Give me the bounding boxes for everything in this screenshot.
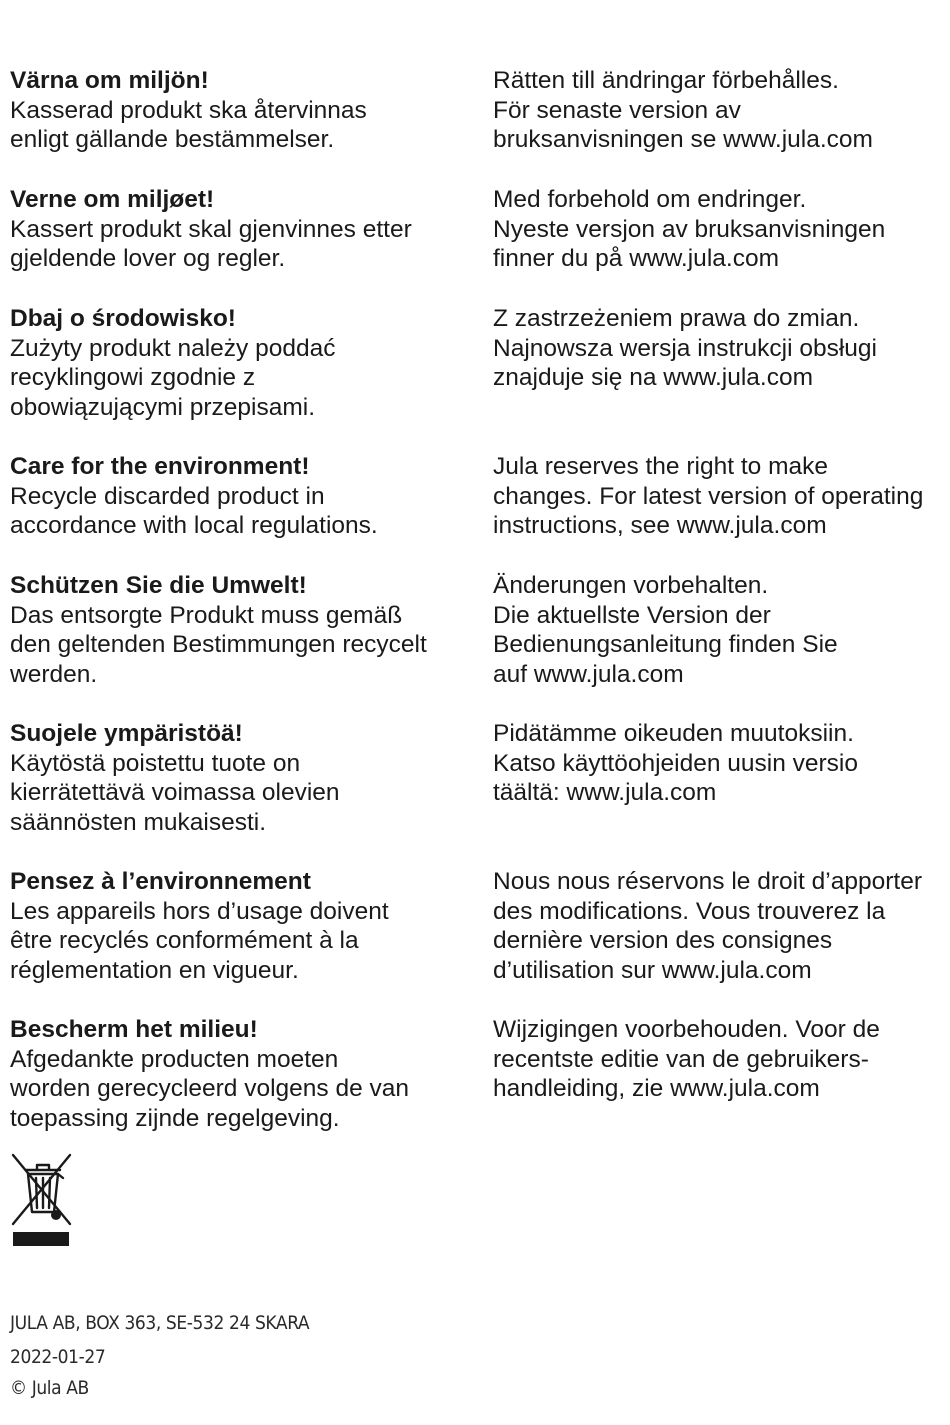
footer-copyright: © Jula AB (10, 1377, 89, 1399)
section-left (10, 719, 470, 837)
section-right (493, 185, 945, 274)
section-left (10, 571, 470, 689)
section-left (10, 867, 470, 985)
note-line: Jula reserves the right to make (493, 453, 828, 480)
body-line: Das entsorgte Produkt muss gemäß (10, 601, 403, 629)
note-line: Rätten till ändringar förbehålles. (493, 67, 839, 94)
body-line: werden. (10, 660, 98, 688)
note-line: handleiding, zie www.jula.com (493, 1075, 820, 1103)
body-line: Les appareils hors d’usage doivent (10, 897, 389, 925)
section-heading: Värna om miljön! (10, 67, 209, 94)
note-line: Nyeste versjon av bruksanvisningen (493, 215, 886, 243)
note-line: Najnowsza wersja instrukcji obsługi (493, 334, 877, 362)
section-heading: Suojele ympäristöä! (10, 720, 243, 747)
note-line: d’utilisation sur www.jula.com (493, 956, 812, 984)
section-left (10, 452, 470, 541)
body-line: accordance with local regulations. (10, 512, 378, 540)
body-line: kierrätettävä voimassa olevien (10, 779, 340, 807)
body-line: den geltenden Bestimmungen recycelt (10, 631, 427, 659)
note-line: Änderungen vorbehalten. (493, 572, 769, 599)
body-line: Zużyty produkt należy poddać (10, 334, 336, 362)
body-line: Kasserad produkt ska återvinnas (10, 96, 367, 124)
note-line: znajduje się na www.jula.com (493, 364, 814, 392)
section-right (493, 571, 945, 689)
note-line: auf www.jula.com (493, 660, 684, 688)
note-line: des modifications. Vous trouverez la (493, 897, 886, 925)
section-heading: Dbaj o środowisko! (10, 305, 236, 332)
note-line: finner du på www.jula.com (493, 245, 779, 273)
note-line: Katso käyttöohjeiden uusin versio (493, 749, 858, 777)
note-line: Die aktuellste Version der (493, 601, 771, 629)
section-right (493, 304, 945, 393)
body-line: être recyclés conformément à la (10, 927, 359, 955)
section-heading: Care for the environment! (10, 453, 310, 480)
section-heading: Bescherm het milieu! (10, 1016, 258, 1043)
section-left (10, 66, 470, 155)
section-left (10, 304, 470, 422)
note-line: För senaste version av (493, 96, 741, 124)
note-line: bruksanvisningen se www.jula.com (493, 126, 873, 154)
note-line: täältä: www.jula.com (493, 779, 717, 807)
body-line: Afgedankte producten moeten (10, 1045, 339, 1073)
section-right (493, 66, 945, 155)
body-line: recyklingowi zgodnie z (10, 364, 256, 392)
section-right (493, 1015, 945, 1104)
footer-date: 2022-01-27 (10, 1346, 106, 1368)
note-line: changes. For latest version of operating (493, 482, 924, 510)
crossed-out-wheelie-bin-icon (10, 1152, 72, 1248)
body-line: worden gerecycleerd volgens de van (10, 1075, 410, 1103)
section-right (493, 452, 945, 541)
note-line: Wijzigingen voorbehouden. Voor de (493, 1016, 880, 1043)
note-line: recentste editie van de gebruikers- (493, 1045, 869, 1073)
section-right (493, 867, 945, 985)
body-line: Recycle discarded product in (10, 482, 325, 510)
section-heading: Schützen Sie die Umwelt! (10, 572, 307, 599)
body-line: réglementation en vigueur. (10, 956, 299, 984)
section-left (10, 1015, 470, 1133)
section-heading: Verne om miljøet! (10, 186, 215, 213)
note-line: Bedienungsanleitung finden Sie (493, 631, 838, 659)
body-line: gjeldende lover og regler. (10, 245, 286, 273)
body-line: enligt gällande bestämmelser. (10, 126, 335, 154)
body-line: säännösten mukaisesti. (10, 808, 267, 836)
body-line: obowiązującymi przepisami. (10, 393, 316, 421)
section-left (10, 185, 470, 274)
note-line: Z zastrzeżeniem prawa do zmian. (493, 305, 860, 332)
body-line: Kassert produkt skal gjenvinnes etter (10, 215, 412, 243)
note-line: Med forbehold om endringer. (493, 186, 807, 213)
section-right (493, 719, 945, 808)
body-line: Käytöstä poistettu tuote on (10, 749, 301, 777)
note-line: Pidätämme oikeuden muutoksiin. (493, 720, 854, 747)
section-heading: Pensez à l’environnement (10, 868, 311, 895)
note-line: instructions, see www.jula.com (493, 512, 827, 540)
footer-address: JULA AB, BOX 363, SE-532 24 SKARA (10, 1312, 310, 1334)
note-line: Nous nous réservons le droit d’apporter (493, 868, 922, 895)
body-line: toepassing zijnde regelgeving. (10, 1104, 340, 1132)
note-line: dernière version des consignes (493, 927, 833, 955)
